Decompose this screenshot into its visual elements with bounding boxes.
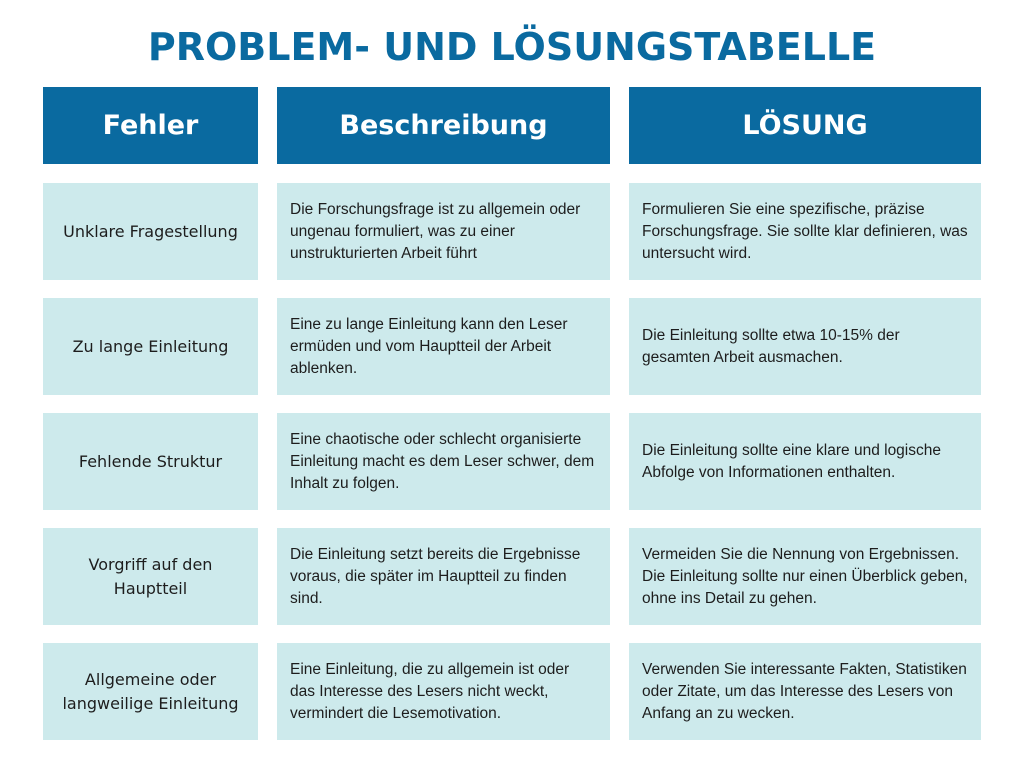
row-4-loesung: Vermeiden Sie die Nennung von Ergebnissen. Die Einleitung sollte nur einen Überblick geben, ohne ins Detail zu gehen. [629, 528, 981, 625]
header-loesung: LÖSUNG [629, 87, 981, 164]
row-3-loesung: Die Einleitung sollte eine klare und logische Abfolge von Informationen enthalten. [629, 413, 981, 510]
header-beschreibung: Beschreibung [277, 87, 610, 164]
row-2-beschreibung: Eine zu lange Einleitung kann den Leser ermüden und vom Hauptteil der Arbeit ablenken. [277, 298, 610, 395]
row-4-beschreibung: Die Einleitung setzt bereits die Ergebnisse voraus, die später im Hauptteil zu finden sind. [277, 528, 610, 625]
page-title: PROBLEM- UND LÖSUNGSTABELLE [147, 25, 877, 69]
row-1-fehler: Unklare Fragestellung [43, 183, 258, 280]
row-2-fehler: Zu lange Einleitung [43, 298, 258, 395]
row-3-beschreibung: Eine chaotische oder schlecht organisierte Einleitung macht es dem Leser schwer, dem Inhalt zu folgen. [277, 413, 610, 510]
row-1-beschreibung: Die Forschungsfrage ist zu allgemein oder ungenau formuliert, was zu einer unstrukturierten Arbeit führt [277, 183, 610, 280]
row-5-fehler: Allgemeine oder langweilige Einleitung [43, 643, 258, 740]
row-5-beschreibung: Eine Einleitung, die zu allgemein ist oder das Interesse des Lesers nicht weckt, vermindert die Lesemotivation. [277, 643, 610, 740]
row-2-loesung: Die Einleitung sollte etwa 10-15% der gesamten Arbeit ausmachen. [629, 298, 981, 395]
header-fehler: Fehler [43, 87, 258, 164]
row-1-loesung: Formulieren Sie eine spezifische, präzise Forschungsfrage. Sie sollte klar definieren, was untersucht wird. [629, 183, 981, 280]
row-4-fehler: Vorgriff auf den Hauptteil [43, 528, 258, 625]
row-3-fehler: Fehlende Struktur [43, 413, 258, 510]
row-5-loesung: Verwenden Sie interessante Fakten, Statistiken oder Zitate, um das Interesse des Lesers von Anfang an zu wecken. [629, 643, 981, 740]
